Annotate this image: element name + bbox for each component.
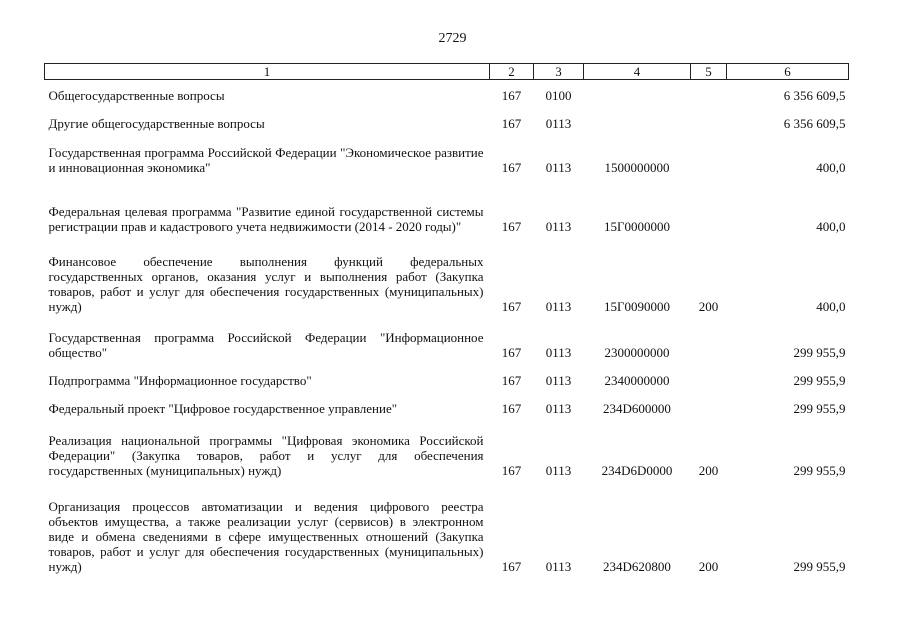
row-expense-type bbox=[691, 103, 727, 131]
row-name: Государственная программа Российской Федерации "Экономическое развитие и инновационная экономика" bbox=[48, 144, 484, 175]
row-name: Другие общегосударственные вопросы bbox=[48, 115, 265, 131]
row-target-code bbox=[584, 80, 691, 103]
row-expense-type bbox=[691, 314, 727, 360]
row-amount: 299 955,9 bbox=[793, 400, 846, 416]
page-number: 2729 bbox=[438, 31, 467, 46]
row-expense-type bbox=[691, 80, 727, 103]
table-row bbox=[45, 478, 849, 574]
row-ministry-code: 167 bbox=[501, 462, 522, 478]
row-target-code: 15Г0090000 bbox=[603, 298, 670, 314]
row-target-code: 234D620800 bbox=[603, 558, 671, 574]
row-name: Общегосударственные вопросы bbox=[48, 87, 225, 103]
table-row bbox=[45, 103, 849, 131]
row-name: Реализация национальной программы "Цифровая экономика Российской Федерации" (Закупка товаров, работ и услуг для обеспечения государственных (муниципальных) нужд) bbox=[48, 432, 484, 478]
column-header-1: 1 bbox=[45, 64, 490, 80]
row-ministry-code: 167 bbox=[501, 87, 522, 103]
row-name: Федеральная целевая программа "Развитие единой государственной системы регистрации прав и кадастрового учета недвижимости (2014 - 2020 годы)" bbox=[48, 203, 484, 234]
table-row bbox=[45, 360, 849, 388]
row-amount: 400,0 bbox=[816, 159, 846, 175]
table-row bbox=[45, 416, 849, 478]
row-amount: 6 356 609,5 bbox=[783, 87, 846, 103]
column-header-5: 5 bbox=[691, 64, 727, 80]
column-header-2: 2 bbox=[490, 64, 534, 80]
row-section-code: 0113 bbox=[545, 344, 572, 360]
row-section-code: 0113 bbox=[545, 400, 572, 416]
row-ministry-code: 167 bbox=[501, 558, 522, 574]
row-ministry-code: 167 bbox=[501, 115, 522, 131]
row-expense-type bbox=[691, 175, 727, 234]
row-amount: 299 955,9 bbox=[793, 344, 846, 360]
table-row bbox=[45, 314, 849, 360]
row-expense-type bbox=[691, 131, 727, 175]
column-header-4: 4 bbox=[584, 64, 691, 80]
row-amount: 299 955,9 bbox=[793, 372, 846, 388]
header-row bbox=[45, 64, 849, 80]
row-target-code: 15Г0000000 bbox=[603, 218, 670, 234]
table-row bbox=[45, 131, 849, 175]
row-ministry-code: 167 bbox=[501, 372, 522, 388]
row-target-code: 2340000000 bbox=[604, 372, 670, 388]
row-name: Подпрограмма "Информационное государство" bbox=[48, 372, 312, 388]
row-ministry-code: 167 bbox=[501, 400, 522, 416]
column-header-6: 6 bbox=[727, 64, 849, 80]
row-expense-type: 200 bbox=[698, 558, 719, 574]
row-target-code: 2300000000 bbox=[604, 344, 670, 360]
row-target-code bbox=[584, 103, 691, 131]
row-section-code: 0113 bbox=[545, 558, 572, 574]
row-section-code: 0113 bbox=[545, 115, 572, 131]
row-target-code: 234D600000 bbox=[603, 400, 671, 416]
row-amount: 299 955,9 bbox=[793, 462, 846, 478]
row-expense-type: 200 bbox=[698, 298, 719, 314]
table-row bbox=[45, 234, 849, 314]
budget-table bbox=[44, 63, 849, 574]
row-name: Организация процессов автоматизации и ведения цифрового реестра объектов имущества, а также реализации услуг (сервисов) в электронном виде и обмена сведениями в сфере имущественных отношений (Закупка товаров, работ и услуг для обеспечения государственных (муниципальных) нужд) bbox=[48, 498, 484, 574]
row-section-code: 0113 bbox=[545, 298, 572, 314]
row-ministry-code: 167 bbox=[501, 298, 522, 314]
row-amount: 299 955,9 bbox=[793, 558, 846, 574]
row-expense-type bbox=[691, 360, 727, 388]
row-expense-type bbox=[691, 388, 727, 416]
row-section-code: 0100 bbox=[545, 87, 572, 103]
table-row bbox=[45, 80, 849, 103]
row-name: Государственная программа Российской Федерации "Информационное общество" bbox=[48, 329, 484, 360]
row-ministry-code: 167 bbox=[501, 218, 522, 234]
row-ministry-code: 167 bbox=[501, 159, 522, 175]
row-ministry-code: 167 bbox=[501, 344, 522, 360]
table-row bbox=[45, 175, 849, 234]
row-target-code: 234D6D0000 bbox=[601, 462, 673, 478]
column-header-3: 3 bbox=[534, 64, 584, 80]
row-name: Финансовое обеспечение выполнения функций федеральных государственных органов, оказания услуг и выполнения работ (Закупка товаров, работ и услуг для обеспечения государственных (муниципальных) нужд) bbox=[48, 253, 484, 314]
table-row bbox=[45, 388, 849, 416]
row-amount: 6 356 609,5 bbox=[783, 115, 846, 131]
row-section-code: 0113 bbox=[545, 462, 572, 478]
row-target-code: 1500000000 bbox=[604, 159, 670, 175]
row-amount: 400,0 bbox=[816, 298, 846, 314]
row-amount: 400,0 bbox=[816, 218, 846, 234]
row-name: Федеральный проект "Цифровое государственное управление" bbox=[48, 400, 398, 416]
row-section-code: 0113 bbox=[545, 159, 572, 175]
row-expense-type: 200 bbox=[698, 462, 719, 478]
row-section-code: 0113 bbox=[545, 372, 572, 388]
row-section-code: 0113 bbox=[545, 218, 572, 234]
